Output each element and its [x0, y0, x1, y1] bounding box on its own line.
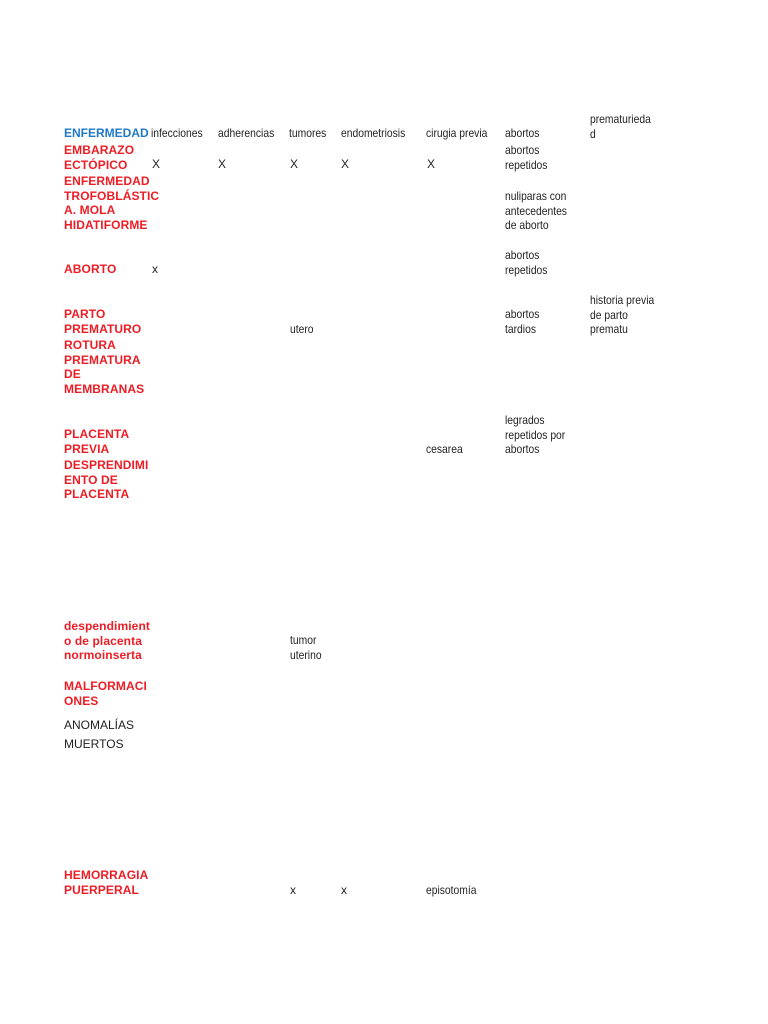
cell-ectopico-infecciones: X: [152, 157, 161, 171]
cell-parto-prematuriedad: historia previa de parto prematu: [590, 293, 655, 336]
cell-ectopico-endometriosis: X: [341, 157, 350, 171]
cell-aborto-infecciones: x: [152, 262, 158, 276]
header-tumores: tumores: [289, 126, 327, 140]
cell-hemorragia-endometriosis: x: [341, 883, 347, 897]
cell-hemorragia-cirugia: episotomía: [426, 883, 477, 897]
row-name-placenta-previa: PLACENTA PREVIA: [64, 427, 130, 456]
row-name-enfermedad-trofoblastica: ENFERMEDAD TROFOBLÁSTIC A. MOLA HIDATIFORME: [64, 174, 160, 232]
cell-placenta-abortos: legrados repetidos por abortos: [505, 413, 566, 456]
cell-aborto-abortos: abortos repetidos: [505, 248, 548, 277]
row-name-desprendimiento-placenta: DESPRENDIMI ENTO DE PLACENTA: [64, 458, 149, 501]
row-name-embarazo-ectopico: EMBARAZO ECTÓPICO: [64, 143, 135, 172]
cell-parto-tumores: utero: [290, 322, 314, 336]
cell-parto-abortos: abortos tardios: [505, 307, 540, 336]
header-infecciones: infecciones: [151, 126, 203, 140]
row-name-anomalias: ANOMALÍAS: [64, 718, 135, 732]
cell-placenta-cirugia: cesarea: [426, 442, 463, 456]
cell-ectopico-adherencias: X: [218, 157, 227, 171]
header-cirugia-previa: cirugia previa: [426, 126, 488, 140]
cell-ectopico-cirugia: X: [427, 157, 436, 171]
row-name-aborto: ABORTO: [64, 262, 117, 276]
cell-ectopico-tumores: X: [290, 157, 299, 171]
row-name-malformaciones: MALFORMACI ONES: [64, 679, 147, 708]
cell-mola-abortos: nuliparas con antecedentes de aborto: [505, 189, 567, 232]
header-endometriosis: endometriosis: [341, 126, 406, 140]
header-prematuriedad: prematurieda d: [590, 112, 651, 141]
row-name-rotura-prematura: ROTURA PREMATURA DE MEMBRANAS: [64, 338, 145, 396]
row-name-muertos: MUERTOS: [64, 737, 124, 751]
header-adherencias: adherencias: [218, 126, 275, 140]
row-name-hemorragia-puerperal: HEMORRAGIA PUERPERAL: [64, 868, 149, 897]
header-abortos: abortos: [505, 126, 540, 140]
cell-normoinserta-tumores: tumor uterino: [290, 633, 322, 662]
row-name-parto-prematuro: PARTO PREMATURO: [64, 307, 142, 336]
cell-hemorragia-tumores: x: [290, 883, 296, 897]
row-name-normoinserta: despendimient o de placenta normoinserta: [64, 619, 150, 662]
header-enfermedad: ENFERMEDAD: [64, 126, 149, 140]
cell-ectopico-abortos: abortos repetidos: [505, 143, 548, 172]
